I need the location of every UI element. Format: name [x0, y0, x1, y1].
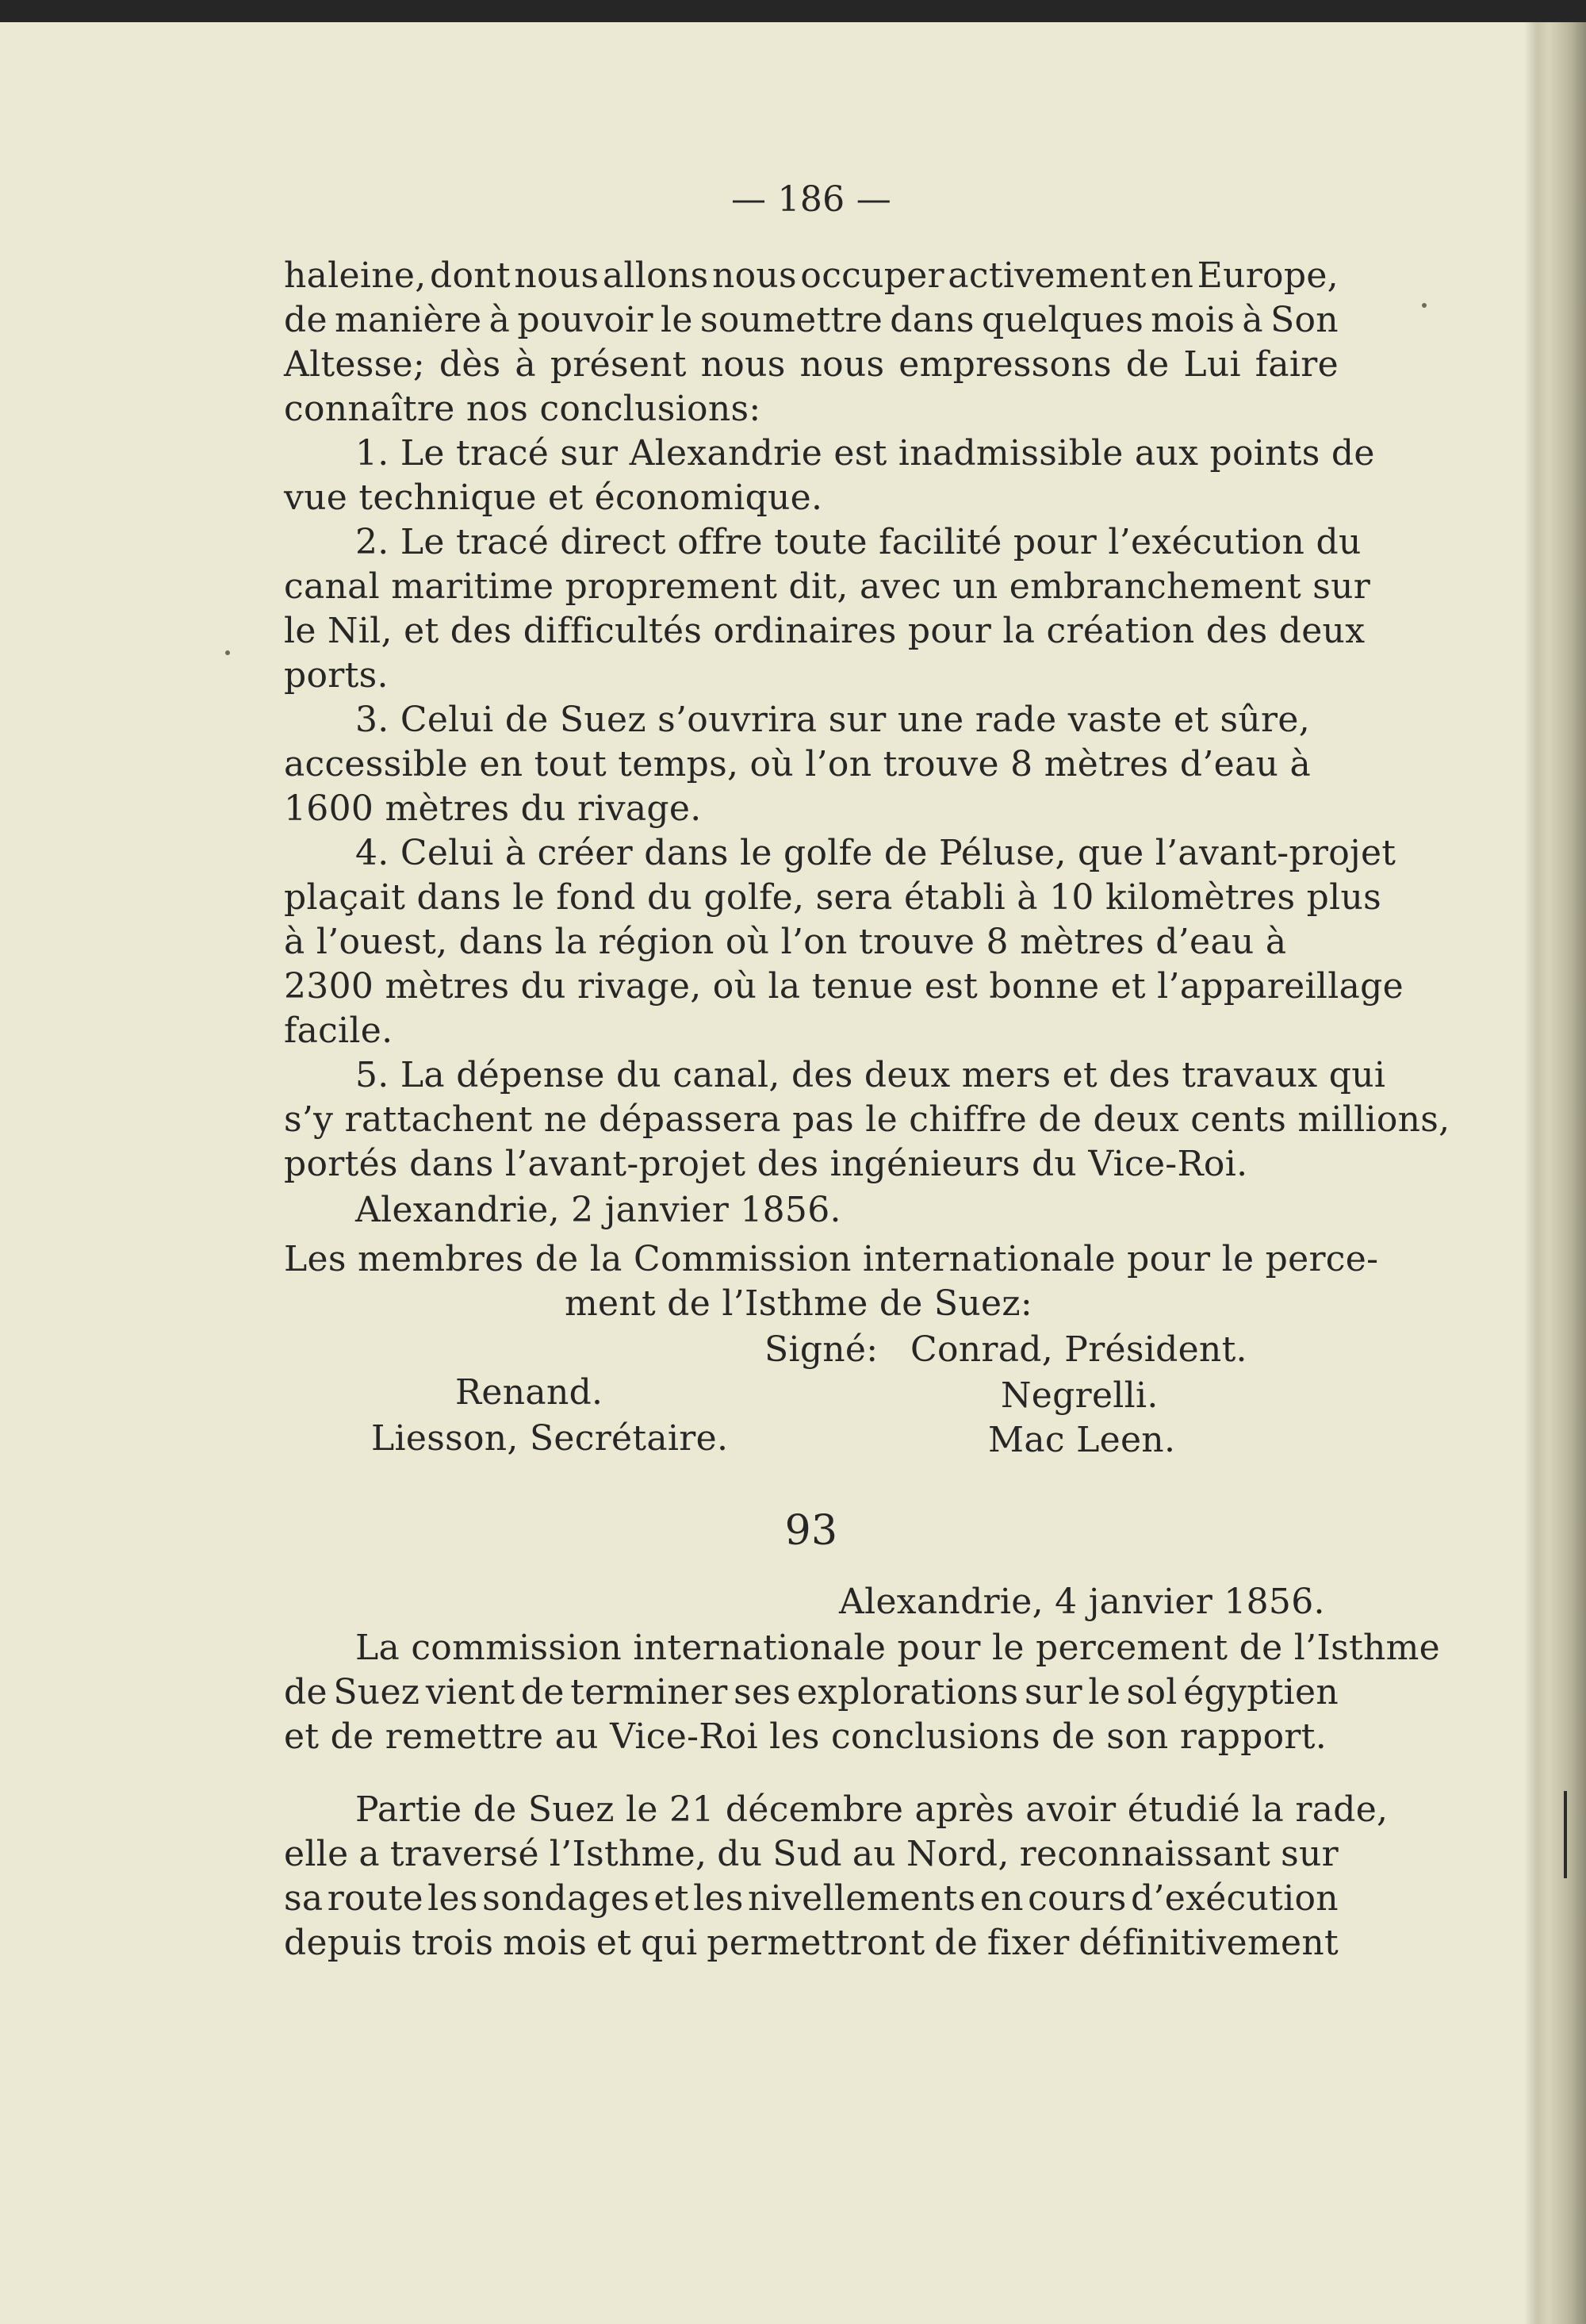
word: route [327, 1878, 423, 1919]
word: dès [439, 344, 501, 385]
word: haleine, [284, 255, 427, 296]
word: sur [1281, 1834, 1339, 1874]
word: pouvoir [517, 300, 653, 340]
word: Nord, [906, 1834, 1009, 1874]
word: elle [284, 1834, 349, 1874]
word: nivellements [748, 1878, 976, 1919]
word: de [1125, 344, 1170, 385]
word: depuis [284, 1923, 403, 1963]
word: terminer [570, 1672, 728, 1712]
point-4-line: 4. Celui à créer dans le golfe de Péluse, que l’avant-projet [355, 833, 1396, 873]
point-4-line: plaçait dans le fond du golfe, sera établi à 10 kilomètres plus [284, 877, 1382, 918]
word: permettront [707, 1923, 925, 1963]
word: de [934, 1923, 979, 1963]
word: reconnaissant [1019, 1834, 1271, 1874]
word: empressons [898, 344, 1112, 385]
point-5-line: portés dans l’avant-projet des ingénieurs du Vice-Roi. [284, 1144, 1248, 1184]
paragraph-line: La commission internationale pour le percement de l’Isthme [355, 1628, 1440, 1668]
word: sur [1024, 1672, 1082, 1712]
word: en [1150, 255, 1194, 296]
word: et [596, 1923, 632, 1963]
commission-line: ment de l’Isthme de Suez: [565, 1283, 1032, 1324]
word: Suez [333, 1672, 420, 1712]
paragraph-line [284, 1923, 1339, 1967]
section-number: 93 [784, 1507, 838, 1555]
text-line [284, 344, 1339, 389]
word: nous [711, 255, 797, 296]
commission-line: Les membres de la Commission internationale pour le perce- [284, 1239, 1379, 1279]
word: présent [550, 344, 687, 385]
word: nous [514, 255, 600, 296]
signed-label: Signé: [764, 1329, 879, 1370]
page-edge [1537, 22, 1586, 2324]
text-line: connaître nos conclusions: [284, 389, 761, 429]
word: allons [602, 255, 709, 296]
word: les [693, 1878, 744, 1919]
word: à [515, 344, 536, 385]
word: définitivement [1078, 1923, 1339, 1963]
point-5-line: 5. La dépense du canal, des deux mers et des travaux qui [355, 1055, 1386, 1095]
word: dans [890, 300, 975, 340]
word: sol [1126, 1672, 1178, 1712]
word: occuper [800, 255, 944, 296]
point-2-line: 2. Le tracé direct offre toute facilité pour l’exécution du [355, 522, 1362, 562]
word: faire [1255, 344, 1339, 385]
word: égyptien [1183, 1672, 1339, 1712]
word: cours [1028, 1878, 1127, 1919]
point-3-line: accessible en tout temps, où l’on trouve 8 mètres d’eau à [284, 744, 1312, 784]
point-1-line: 1. Le tracé sur Alexandrie est inadmissible aux points de [355, 433, 1375, 474]
signature-macleen: Mac Leen. [988, 1420, 1176, 1460]
point-2-line: le Nil, et des difficultés ordinaires pour la création des deux [284, 611, 1366, 651]
word: mois [503, 1923, 588, 1963]
point-4-line: facile. [284, 1011, 393, 1051]
word: de [520, 1672, 565, 1712]
point-3-line: 1600 mètres du rivage. [284, 788, 702, 829]
scan-top-edge [0, 0, 1586, 22]
word: le [661, 300, 693, 340]
word: ses [734, 1672, 791, 1712]
word: vient [425, 1672, 515, 1712]
word: mois [1151, 300, 1235, 340]
word: quelques [981, 300, 1144, 340]
word: et [653, 1878, 689, 1919]
word: traversé [389, 1834, 539, 1874]
point-1-line: vue technique et économique. [284, 477, 823, 518]
word: soumettre [699, 300, 883, 340]
word: fixer [986, 1923, 1070, 1963]
word: trois [411, 1923, 494, 1963]
word: manière [334, 300, 482, 340]
word: activement [948, 255, 1147, 296]
page-number: — 186 — [730, 179, 892, 220]
word: de [284, 300, 328, 340]
word: qui [641, 1923, 698, 1963]
word: Altesse; [284, 344, 425, 385]
word: nous [700, 344, 786, 385]
word: nous [799, 344, 885, 385]
signature-negrelli: Negrelli. [1001, 1375, 1159, 1416]
word: de [284, 1672, 328, 1712]
paragraph-line: Partie de Suez le 21 décembre après avoir étudié la rade, [355, 1789, 1389, 1830]
margin-speck [1422, 303, 1427, 308]
word: au [852, 1834, 897, 1874]
word: Lui [1183, 344, 1241, 385]
signature-secretary: Liesson, Secrétaire. [371, 1418, 729, 1459]
text-line [284, 300, 1339, 344]
word: Son [1270, 300, 1339, 340]
point-4-line: 2300 mètres du rivage, où la tenue est bonne et l’appareillage [284, 966, 1404, 1007]
word: d’exécution [1131, 1878, 1339, 1919]
word: les [427, 1878, 478, 1919]
point-2-line: canal maritime proprement dit, avec un embranchement sur [284, 566, 1371, 607]
point-2-line: ports. [284, 655, 389, 696]
word: du [717, 1834, 763, 1874]
dateline: Alexandrie, 2 janvier 1856. [355, 1190, 841, 1230]
signature-president: Conrad, Président. [910, 1329, 1247, 1370]
margin-speck [225, 650, 230, 655]
word: Sud [772, 1834, 842, 1874]
margin-mark [1564, 1791, 1567, 1878]
paragraph-line [284, 1834, 1339, 1878]
word: Europe, [1197, 255, 1339, 296]
word: a [358, 1834, 380, 1874]
word: sondages [482, 1878, 650, 1919]
word: à [1242, 300, 1263, 340]
word: dont [430, 255, 511, 296]
point-4-line: à l’ouest, dans la région où l’on trouve 8 mètres d’eau à [284, 922, 1287, 962]
word: l’Isthme, [549, 1834, 707, 1874]
word: sa [284, 1878, 324, 1919]
paragraph-line: et de remettre au Vice-Roi les conclusions de son rapport. [284, 1716, 1327, 1757]
point-3-line: 3. Celui de Suez s’ouvrira sur une rade vaste et sûre, [355, 700, 1310, 740]
text-line [284, 255, 1339, 300]
word: en [979, 1878, 1024, 1919]
paragraph-line [284, 1878, 1339, 1923]
word: à [488, 300, 511, 340]
point-5-line: s’y rattachent ne dépassera pas le chiffre de deux cents millions, [284, 1099, 1450, 1140]
paragraph-line [284, 1672, 1339, 1716]
word: le [1088, 1672, 1121, 1712]
word: explorations [796, 1672, 1019, 1712]
signature-renand: Renand. [455, 1372, 603, 1413]
section-date: Alexandrie, 4 janvier 1856. [839, 1582, 1325, 1622]
